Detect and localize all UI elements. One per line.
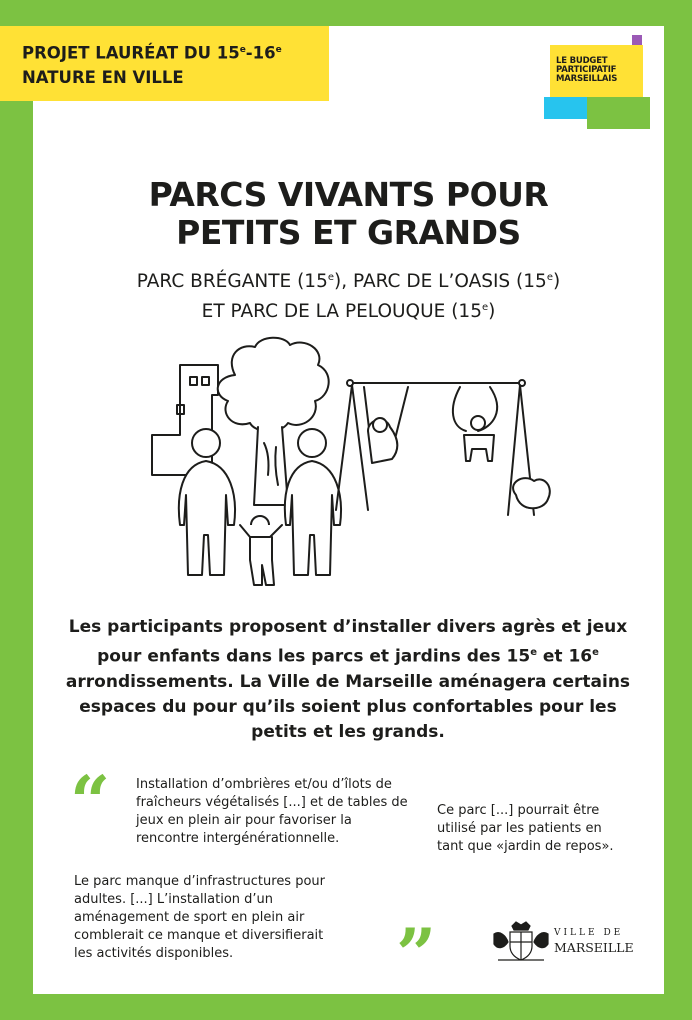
logo-purple-square — [632, 35, 642, 45]
subtitle-line2: ET PARC DE LA PELOUQUE (15e) — [201, 301, 496, 323]
logo-text: LE BUDGET PARTICIPATIF MARSEILLAIS — [556, 56, 618, 84]
quote-shade-tables: Installation d’ombrières et/ou d’îlots de fraîcheurs végétalisés [...] et de tables de jeux en plein air pour favoriser la rencontre intergénérationnelle. — [136, 777, 408, 846]
subtitle-line1: PARC BRÉGANTE (15e), PARC DE L’OASIS (15e) — [136, 271, 561, 293]
lead-paragraph: Les participants proposent d’installer divers agrès et jeux pour enfants dans les parcs et jardins des 15e et 16e arrondissements. La Ville de Marseille aménagera certains espaces du pour qu’ils soient plus confortables pour les petits et les grands. — [65, 617, 631, 742]
quote-garden-rest: Ce parc [...] pourrait être utilisé par les patients en tant que «jardin de repos». — [437, 803, 614, 854]
child-figure-icon — [240, 516, 282, 585]
project-tag — [0, 26, 329, 101]
project-tag-line1: PROJET LAURÉAT DU 15e-16e — [22, 43, 282, 63]
adult-figure-icon-2 — [285, 429, 341, 575]
ville-label: VILLE DE — [554, 928, 624, 938]
quote-sport-adults: Le parc manque d’infrastructures pour adultes. [...] L’installation d’un aménagement de sport en plein air comblerait ce manque et diversifierait les activités disponibles. — [74, 874, 326, 961]
building-icon — [152, 365, 218, 475]
marseille-label: MARSEILLE — [554, 940, 634, 955]
project-tag-line2: NATURE EN VILLE — [22, 67, 184, 87]
budget-participatif-logo — [544, 33, 650, 129]
swing-set-icon — [336, 380, 550, 515]
park-illustration — [140, 335, 560, 595]
ville-de-marseille-logo — [490, 920, 640, 968]
page-subtitle — [33, 265, 664, 325]
open-quote-icon: “ — [70, 760, 111, 843]
close-quote-icon: ” — [396, 913, 437, 996]
logo-green-square — [587, 97, 650, 129]
logo-cyan-square — [544, 97, 588, 119]
marseille-coat-of-arms-icon — [490, 920, 552, 964]
page-title: PARCS VIVANTS POUR PETITS ET GRANDS — [148, 175, 549, 252]
